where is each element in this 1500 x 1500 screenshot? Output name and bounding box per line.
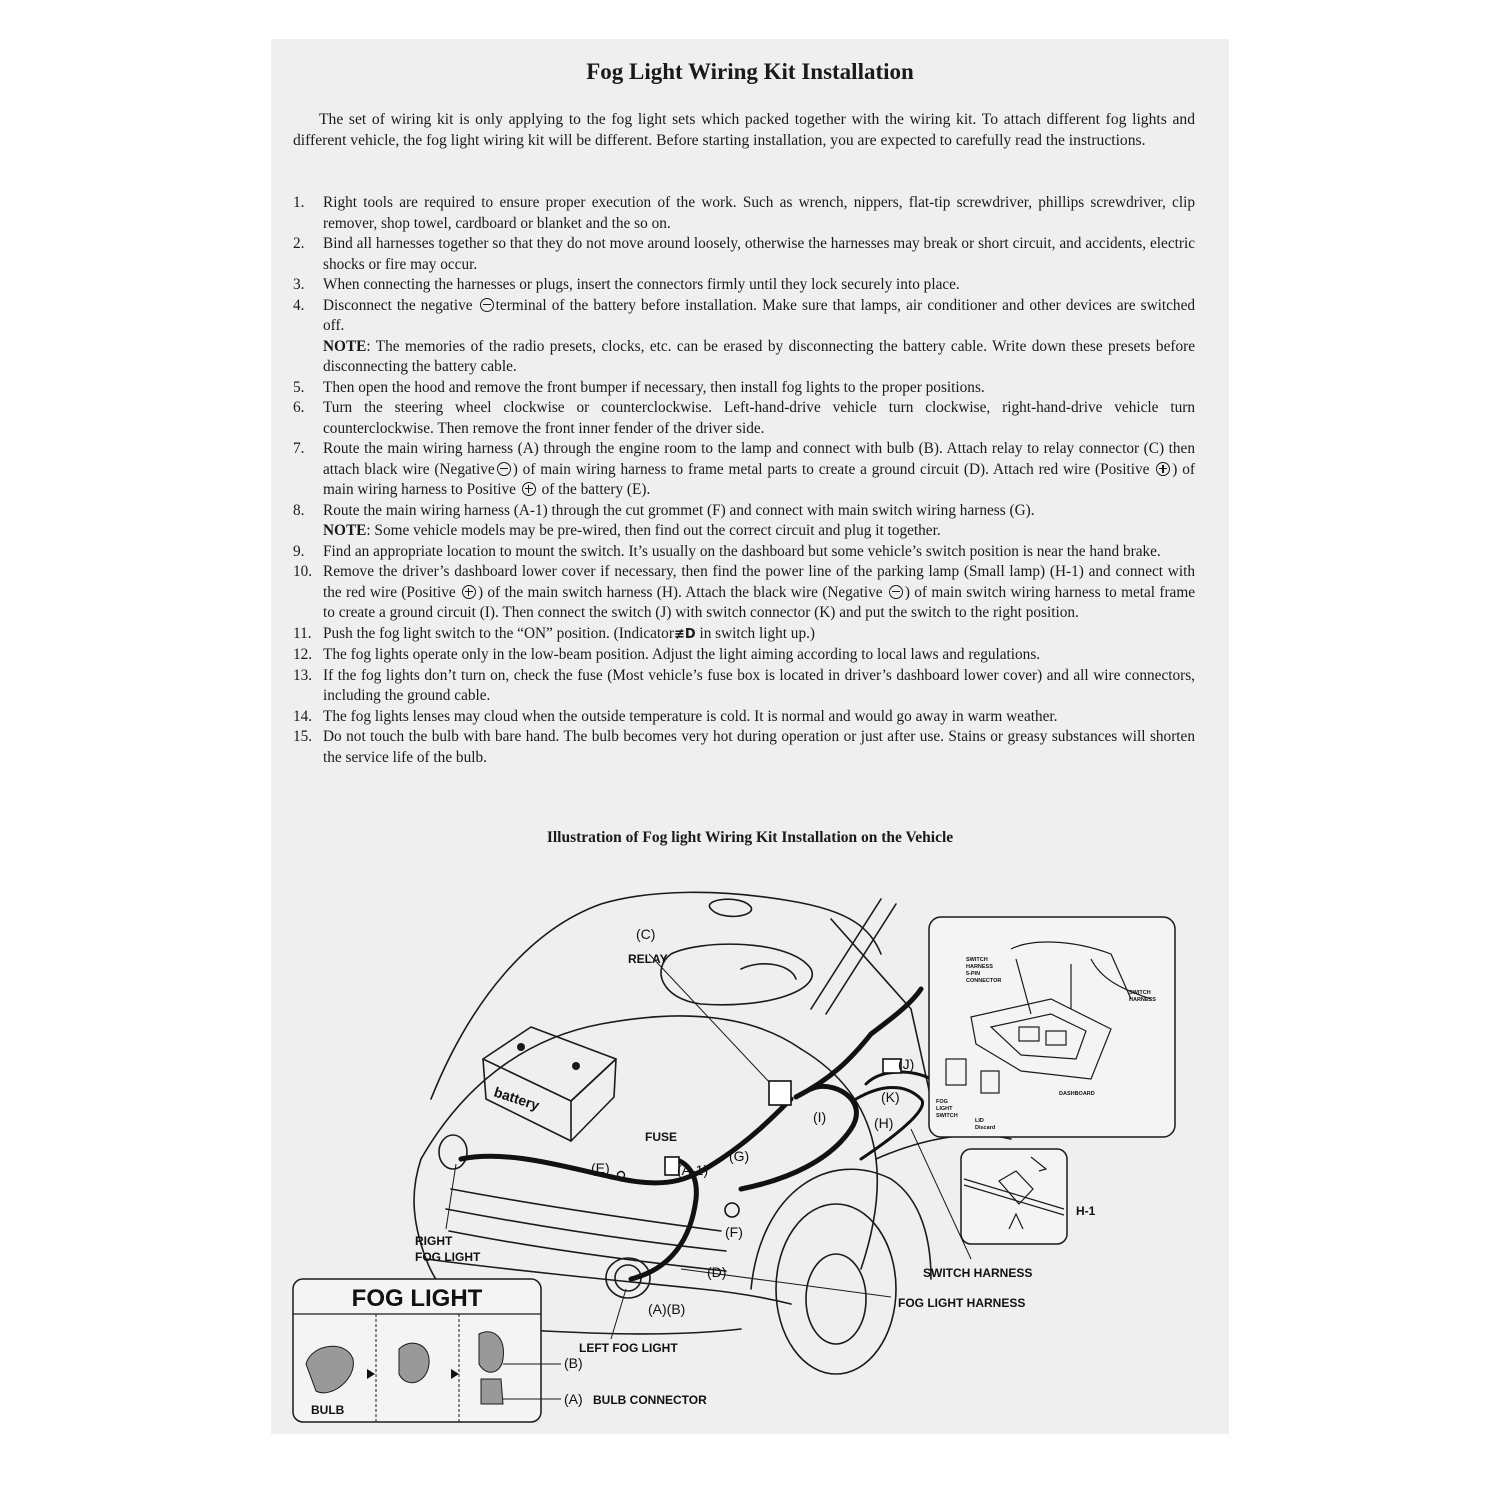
car-mirror <box>709 899 751 916</box>
label-a: (A) <box>564 1391 583 1407</box>
illustration-title: Illustration of Fog light Wiring Kit Installation on the Vehicle <box>546 829 954 846</box>
svg-text:HARNESS: HARNESS <box>966 964 993 970</box>
wiring-illustration <box>271 859 1229 1434</box>
car-grille <box>451 1189 721 1231</box>
dashboard-inset <box>929 917 1175 1137</box>
step-item: 3. When connecting the harnesses or plugs, insert the connectors firmly until they lock securely into place. <box>293 276 960 293</box>
label-fog-light-harness: FOG LIGHT HARNESS <box>898 1296 1026 1310</box>
step-item: 4. Disconnect the negative terminal of the battery before installation. Make sure that lamps, air conditioner and other devices are switched off. NOTE: The memories of the radio presets, clocks, etc. can be erased by disconnecting the battery cable. Write down these presets before disconnecting the battery cable. <box>293 296 1196 375</box>
svg-text:SWITCH: SWITCH <box>1129 990 1151 996</box>
left-fog-light-rim <box>606 1258 650 1298</box>
svg-text:Discard: Discard <box>975 1125 996 1131</box>
page-title: Fog Light Wiring Kit Installation <box>586 59 914 84</box>
steps-list <box>293 193 1195 768</box>
fog-light-box-title: FOG LIGHT <box>351 1285 483 1312</box>
note-label: NOTE <box>323 522 367 539</box>
label-f: (F) <box>725 1224 743 1240</box>
label-h1: H-1 <box>1076 1204 1096 1218</box>
bulb-label: BULB <box>311 1403 345 1417</box>
label-h: (H) <box>874 1115 894 1131</box>
label-g: (G) <box>729 1148 750 1164</box>
car-fender-right <box>801 1049 877 1269</box>
svg-text:FOG: FOG <box>936 1099 948 1105</box>
svg-text:5-PIN: 5-PIN <box>966 971 981 977</box>
note-label: NOTE <box>323 337 367 355</box>
front-wheel-hub <box>806 1254 866 1344</box>
label-switch-harness: SWITCH HARNESS <box>923 1266 1033 1280</box>
step-item: 8. Route the main wiring harness (A-1) through the cut grommet (F) and connect with main switch wiring harness (G). NOTE: Some vehicle models may be pre-wired, then find out the correct circuit and plug it together. <box>293 501 1035 539</box>
svg-text:DASHBOARD: DASHBOARD <box>1059 1091 1095 1097</box>
label-right-fog: RIGHT <box>415 1234 453 1248</box>
right-fog-light <box>439 1135 467 1169</box>
fog-indicator-icon: ≢D <box>673 626 696 642</box>
battery-terminal-neg <box>517 1043 525 1051</box>
label-relay: RELAY <box>628 952 668 966</box>
engine-part <box>741 964 796 979</box>
label-a1: (A-1) <box>677 1162 709 1178</box>
instruction-sheet <box>271 39 1229 1434</box>
car-roof-a-pillar <box>831 919 931 1099</box>
car-hood-prop-2 <box>826 904 896 1014</box>
fog-light-harness-wire <box>461 989 921 1279</box>
step-item: 2. Bind all harnesses together so that they do not move around loosely, otherwise the harnesses may break or short circuit, and accidents, electric shocks or fire may occur. <box>293 235 1195 273</box>
step-item: 7. Route the main wiring harness (A) through the engine room to the lamp and connect with bulb (B). Attach relay to relay connector (C) then attach black wire (Negative ) of main wiring harness to frame metal parts to create a ground circuit (D). Attach red wire (Positive ) of main wiring harness to Positive of the battery (E). <box>293 440 1195 498</box>
step-item: 1. Right tools are required to ensure proper execution of the work. Such as wrench, nippers, flat-tip screwdriver, phillips screwdriver, clip remover, shop towel, cardboard or blanket and the so on. <box>293 194 1195 232</box>
svg-text:LIGHT: LIGHT <box>936 1106 953 1112</box>
battery-side <box>571 1059 616 1141</box>
grommet-icon <box>725 1203 739 1217</box>
engine-cover <box>661 944 812 1005</box>
svg-text:SWITCH: SWITCH <box>936 1113 958 1119</box>
relay-icon <box>769 1081 791 1105</box>
fog-light-inset <box>293 1279 561 1422</box>
negative-symbol-icon <box>889 585 903 599</box>
intro-paragraph: The set of wiring kit is only applying to the fog light sets which packed together with the wiring kit. To attach different fog lights and different vehicle, the fog light wiring kit will be different. Before starting installation, you are expected to carefully read the instructions. <box>293 111 1195 149</box>
label-i: (I) <box>813 1109 827 1125</box>
front-wheel <box>776 1204 896 1374</box>
step-item: 15. Do not touch the bulb with bare hand. The bulb becomes very hot during operation or just after use. Stains or greasy substances will shorten the service life of the bulb. <box>293 728 1195 766</box>
label-fuse: FUSE <box>645 1130 678 1144</box>
car-hood-prop <box>811 899 881 1009</box>
positive-symbol-icon <box>1156 462 1170 476</box>
label-e: (E) <box>591 1160 610 1176</box>
step-item: 10. Remove the driver’s dashboard lower cover if necessary, then find the power line of the parking lamp (Small lamp) (H-1) and connect with the red wire (Positive ) of the main switch harness (H). Attach the black wire (Negative ) of main switch wiring harness to metal frame to create a ground circuit (I). Then connect the switch (J) with switch connector (K) and put the switch to the right position. <box>293 563 1196 621</box>
svg-text:SWITCH: SWITCH <box>966 957 988 963</box>
step-item: 6. Turn the steering wheel clockwise or counterclockwise. Left-hand-drive vehicle turn clockwise, right-hand-drive vehicle turn counterclockwise. Then remove the front inner fender of the driver side. <box>293 399 1195 437</box>
battery-label: battery <box>492 1083 542 1114</box>
svg-text:CONNECTOR: CONNECTOR <box>966 978 1002 984</box>
step-item: 5. Then open the hood and remove the front bumper if necessary, then install fog lights to the proper positions. <box>293 378 985 396</box>
negative-symbol-icon <box>480 298 494 312</box>
car-hood-edge <box>421 1016 801 1159</box>
step-item: 12. The fog lights operate only in the low-beam position. Adjust the light aiming according to local laws and regulations. <box>293 646 1041 663</box>
step-item: 13. If the fog lights don’t turn on, check the fuse (Most vehicle’s fuse box is located in driver’s dashboard lower cover) and all wire connectors, including the ground cable. <box>293 666 1195 704</box>
label-j: (J) <box>898 1056 915 1072</box>
label-right-fog-2: FOG LIGHT <box>415 1250 481 1264</box>
label-left-fog: LEFT FOG LIGHT <box>579 1341 678 1355</box>
step-item: 11. Push the fog light switch to the “ON” position. (Indicator≢D in switch light up.) <box>293 624 1195 646</box>
svg-text:HARNESS: HARNESS <box>1129 997 1156 1003</box>
label-c: (C) <box>636 926 656 942</box>
positive-symbol-icon <box>462 585 476 599</box>
switch-harness-wire <box>856 1072 931 1159</box>
h1-inset <box>961 1149 1067 1244</box>
battery-terminal-pos <box>572 1062 580 1070</box>
step-item: 14. The fog lights lenses may cloud when the outside temperature is cold. It is normal and would go away in warm weather. <box>293 707 1058 725</box>
label-d: (D) <box>707 1264 727 1280</box>
step-item: 9. Find an appropriate location to mount the switch. It’s usually on the dashboard but some vehicle’s switch position is near the hand brake. <box>293 542 1161 560</box>
label-bulb-connector: BULB CONNECTOR <box>593 1393 707 1407</box>
car-lower-edge <box>511 1329 741 1334</box>
label-k: (K) <box>881 1089 900 1105</box>
negative-symbol-icon <box>497 462 511 476</box>
car-grille-2 <box>446 1209 726 1251</box>
svg-text:LID: LID <box>975 1118 984 1124</box>
label-ab: (A)(B) <box>648 1301 686 1317</box>
positive-symbol-icon <box>522 482 536 496</box>
label-b: (B) <box>564 1355 583 1371</box>
